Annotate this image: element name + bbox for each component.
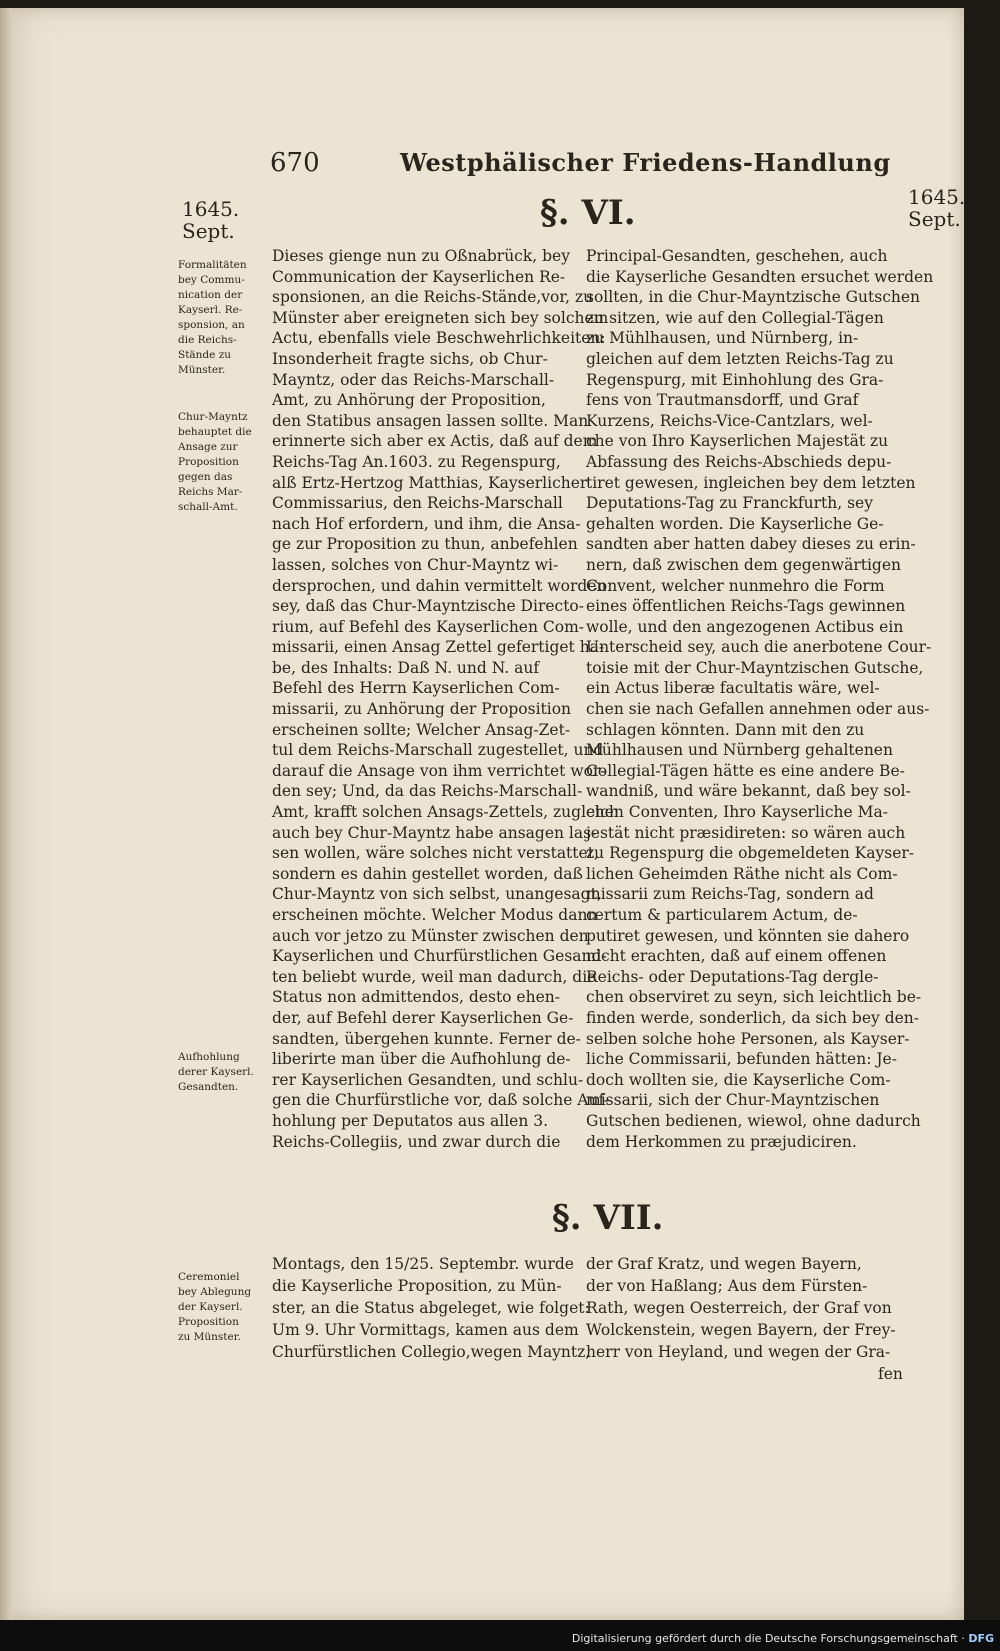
text-line: Kayserlichen und Churfürstlichen Gesand- bbox=[272, 947, 607, 966]
text-line: nicht erachten, daß auf einem offenen bbox=[586, 947, 887, 966]
text-line: Commissarius, den Reichs-Marschall bbox=[272, 494, 563, 513]
margin-line: derer Kayserl. bbox=[178, 1066, 254, 1078]
text-line: Gutschen bedienen, wiewol, ohne dadurch bbox=[586, 1111, 921, 1130]
text-line: erscheinen möchte. Welcher Modus dann bbox=[272, 906, 598, 924]
margin-line: nication der bbox=[178, 289, 243, 301]
text-line: Amt, zu Anhörung der Proposition, bbox=[272, 391, 546, 410]
text-line: der, auf Befehl derer Kayserlichen Ge- bbox=[272, 1008, 574, 1027]
margin-date-left bbox=[182, 198, 239, 242]
text-line: Insonderheit fragte sichs, ob Chur- bbox=[272, 349, 548, 368]
margin-line: Stände zu bbox=[178, 349, 232, 361]
text-line: putiret gewesen, und könnten sie dahero bbox=[586, 926, 910, 945]
text-line: sey, daß das Chur-Mayntzische Directo- bbox=[272, 597, 585, 616]
text-line: der von Haßlang; Aus dem Fürsten- bbox=[586, 1277, 868, 1295]
text-line: schlagen könnten. Dann mit den zu bbox=[586, 720, 865, 739]
text-line: Communication der Kayserlichen Re- bbox=[272, 267, 566, 286]
margin-line: Gesandten. bbox=[178, 1081, 239, 1093]
text-line: ein Actus liberæ facultatis wäre, wel- bbox=[586, 679, 880, 698]
text-line: toisie mit der Chur-Mayntzischen Gutsche, bbox=[586, 658, 924, 677]
text-line: zu Mühlhausen, und Nürnberg, in- bbox=[586, 329, 859, 348]
text-line: Convent, welcher nunmehro die Form bbox=[586, 576, 885, 595]
text-line: che von Ihro Kayserlichen Majestät zu bbox=[586, 432, 889, 451]
text-line: tiret gewesen, ingleichen bey dem letzten bbox=[586, 473, 916, 492]
margin-line: bey Ablegung bbox=[178, 1286, 252, 1298]
text-line: rium, auf Befehl des Kayserlichen Com- bbox=[272, 617, 585, 636]
text-line: missarii, sich der Chur-Mayntzischen bbox=[586, 1091, 880, 1110]
text-line: Mühlhausen und Nürnberg gehaltenen bbox=[586, 741, 893, 760]
year: 1645. bbox=[908, 185, 966, 209]
margin-line: Ansage zur bbox=[178, 441, 238, 453]
margin-line: der Kayserl. bbox=[178, 1301, 243, 1313]
text-line: wandniß, und wäre bekannt, daß bey sol- bbox=[586, 782, 911, 801]
text-line: Principal-Gesandten, geschehen, auch bbox=[586, 247, 888, 265]
text-column-right bbox=[586, 1254, 903, 1386]
text-line: nach Hof erfordern, und ihm, die Ansa- bbox=[272, 514, 581, 533]
text-line: chen Conventen, Ihro Kayserliche Ma- bbox=[586, 803, 888, 822]
margin-line: Chur-Mayntz bbox=[178, 411, 248, 423]
text-line: Kurzens, Reichs-Vice-Cantzlars, wel- bbox=[586, 411, 873, 430]
text-line: Rath, wegen Oesterreich, der Graf von bbox=[586, 1299, 892, 1317]
margin-date-right bbox=[908, 186, 965, 230]
text-line: Chur-Mayntz von sich selbst, unangesagt, bbox=[272, 885, 602, 904]
text-line: die Kayserliche Proposition, zu Mün- bbox=[272, 1277, 562, 1295]
text-line: eines öffentlichen Reichs-Tags gewinnen bbox=[586, 597, 906, 616]
text-line: Dieses gienge nun zu Oßnabrück, bey bbox=[272, 247, 570, 265]
text-line: ge zur Proposition zu thun, anbefehlen bbox=[272, 535, 578, 554]
text-line: der Graf Kratz, und wegen Bayern, bbox=[586, 1255, 862, 1273]
text-line: be, des Inhalts: Daß N. und N. auf bbox=[272, 658, 540, 677]
text-line: erscheinen sollte; Welcher Ansag-Zet- bbox=[272, 720, 571, 739]
text-line: herr von Heyland, und wegen der Gra- bbox=[586, 1343, 891, 1361]
margin-line: Aufhohlung bbox=[178, 1051, 240, 1063]
margin-line: Formalitäten bbox=[178, 259, 247, 271]
margin-note bbox=[178, 1270, 270, 1345]
text-line: Actu, ebenfalls viele Beschwehrlichkeiten: bbox=[272, 329, 606, 348]
text-line: doch wollten sie, die Kayserliche Com- bbox=[586, 1070, 891, 1089]
margin-line: sponsion, an bbox=[178, 319, 245, 331]
text-line: nern, daß zwischen dem gegenwärtigen bbox=[586, 555, 902, 574]
text-line: Abfassung des Reichs-Abschieds depu- bbox=[586, 452, 892, 471]
text-line: rer Kayserlichen Gesandten, und schlu- bbox=[272, 1070, 584, 1089]
scan-right-border bbox=[964, 0, 1000, 1651]
dfg-logo: DFG bbox=[968, 1632, 994, 1645]
margin-note bbox=[178, 1050, 270, 1095]
text-line: Collegial-Tägen hätte es eine andere Be- bbox=[586, 761, 905, 780]
text-line: finden werde, sonderlich, da sich bey den- bbox=[586, 1008, 920, 1027]
running-head: Westphälischer Friedens-Handlung bbox=[400, 148, 891, 177]
text-line: Reichs-Collegiis, und zwar durch die bbox=[272, 1132, 561, 1151]
text-line: wolle, und den angezogenen Actibus ein bbox=[586, 617, 904, 636]
margin-line: gegen das bbox=[178, 471, 233, 483]
text-line: Münster aber ereigneten sich bey solchem bbox=[272, 308, 609, 327]
text-line: sollten, in die Chur-Mayntzische Gutschen bbox=[586, 288, 921, 307]
margin-line: Kayserl. Re- bbox=[178, 304, 243, 316]
margin-line: behauptet die bbox=[178, 426, 252, 438]
text-line: Churfürstlichen Collegio,wegen Mayntz, bbox=[272, 1343, 591, 1361]
text-line: missarii zum Reichs-Tag, sondern ad bbox=[586, 885, 874, 904]
text-line: Regenspurg, mit Einhohlung des Gra- bbox=[586, 370, 884, 389]
margin-line: die Reichs- bbox=[178, 334, 237, 346]
text-line: alß Ertz-Hertzog Matthias, Kayserlicher bbox=[272, 473, 588, 492]
text-line: Unterscheid sey, auch die anerbotene Cour- bbox=[586, 638, 932, 657]
footer-text: Digitalisierung gefördert durch die Deutsche Forschungsgemeinschaft · bbox=[571, 1632, 969, 1645]
margin-note bbox=[178, 410, 270, 515]
year: 1645. bbox=[182, 197, 240, 221]
section-heading-vi: §. VI. bbox=[540, 193, 636, 233]
section-heading-vii: §. VII. bbox=[552, 1198, 664, 1238]
text-line: Deputations-Tag zu Franckfurth, sey bbox=[586, 494, 873, 513]
margin-line: Proposition bbox=[178, 1316, 239, 1328]
month: Sept. bbox=[908, 207, 961, 231]
text-line: Wolckenstein, wegen Bayern, der Frey- bbox=[586, 1321, 896, 1339]
text-line: den Statibus ansagen lassen sollte. Man bbox=[272, 411, 589, 430]
text-line: Montags, den 15/25. Septembr. wurde bbox=[272, 1255, 574, 1273]
text-line: Um 9. Uhr Vormittags, kamen aus dem bbox=[272, 1321, 579, 1339]
text-line: lichen Geheimden Räthe nicht als Com- bbox=[586, 864, 898, 883]
text-line: dem Herkommen zu præjudiciren. bbox=[586, 1132, 857, 1151]
text-line: ster, an die Status abgeleget, wie folget: bbox=[272, 1299, 590, 1317]
text-line: Amt, krafft solchen Ansags-Zettels, zugleich bbox=[272, 803, 619, 822]
text-line: darauf die Ansage von ihm verrichtet wor- bbox=[272, 761, 606, 780]
text-line: sen wollen, wäre solches nicht verstattet, bbox=[272, 844, 599, 863]
text-line: zu Regenspurg die obgemeldeten Kayser- bbox=[586, 844, 915, 863]
text-line: auch bey Chur-Mayntz habe ansagen las- bbox=[272, 823, 597, 842]
margin-note bbox=[178, 258, 270, 378]
margin-line: zu Münster. bbox=[178, 1331, 241, 1343]
text-line: lassen, solches von Chur-Mayntz wi- bbox=[272, 555, 559, 574]
text-line: sondern es dahin gestellet worden, daß bbox=[272, 864, 583, 883]
text-column-left bbox=[272, 246, 619, 1152]
text-line: missarii, einen Ansag Zettel gefertiget ha- bbox=[272, 638, 605, 657]
text-line: fen bbox=[878, 1365, 903, 1383]
month: Sept. bbox=[182, 219, 235, 243]
page-edge bbox=[0, 8, 12, 1620]
margin-line: Münster. bbox=[178, 364, 226, 376]
text-line: sandten aber hatten dabey dieses zu erin- bbox=[586, 535, 916, 554]
text-line: tul dem Reichs-Marschall zugestellet, und bbox=[272, 741, 604, 760]
text-line: selben solche hohe Personen, als Kayser- bbox=[586, 1029, 910, 1048]
footer-credit bbox=[572, 1632, 994, 1645]
text-line: chen sie nach Gefallen annehmen oder aus- bbox=[586, 700, 930, 719]
text-line: ten beliebt wurde, weil man dadurch, die bbox=[272, 967, 597, 986]
text-line: sandten, übergehen kunnte. Ferner de- bbox=[272, 1029, 581, 1048]
text-line: gleichen auf dem letzten Reichs-Tag zu bbox=[586, 349, 894, 368]
text-line: Status non admittendos, desto ehen- bbox=[272, 988, 560, 1007]
text-line: dersprochen, und dahin vermittelt worden bbox=[272, 576, 607, 595]
text-line: missarii, zu Anhörung der Proposition bbox=[272, 700, 572, 719]
text-line: hohlung per Deputatos aus allen 3. bbox=[272, 1111, 549, 1130]
page-number: 670 bbox=[270, 148, 320, 178]
text-line: Reichs- oder Deputations-Tag dergle- bbox=[586, 967, 879, 986]
text-line: Reichs-Tag An.1603. zu Regenspurg, bbox=[272, 452, 561, 471]
text-line: fens von Trautmansdorff, und Graf bbox=[586, 391, 859, 410]
text-line: chen observiret zu seyn, sich leichtlich be- bbox=[586, 988, 922, 1007]
text-column-left bbox=[272, 1254, 590, 1364]
text-line: den sey; Und, da das Reichs-Marschall- bbox=[272, 782, 583, 801]
text-line: Mayntz, oder das Reichs-Marschall- bbox=[272, 370, 555, 389]
text-line: erinnerte sich aber ex Actis, daß auf dem bbox=[272, 432, 598, 451]
margin-line: Ceremoniel bbox=[178, 1271, 240, 1283]
text-line: zu sitzen, wie auf den Collegial-Tägen bbox=[586, 308, 884, 327]
text-line: die Kayserliche Gesandten ersuchet werden bbox=[586, 267, 934, 286]
text-column-right bbox=[586, 246, 933, 1152]
text-line: jestät nicht præsidireten: so wären auch bbox=[586, 823, 906, 842]
text-line: liberirte man über die Aufhohlung de- bbox=[272, 1050, 571, 1069]
margin-line: Reichs Mar- bbox=[178, 486, 243, 498]
margin-line: Proposition bbox=[178, 456, 239, 468]
text-line: sponsionen, an die Reichs-Stände,vor, zu bbox=[272, 288, 594, 307]
margin-line: schall-Amt. bbox=[178, 501, 238, 513]
text-line: gen die Churfürstliche vor, daß solche Auf- bbox=[272, 1091, 609, 1110]
text-line: certum & particularem Actum, de- bbox=[586, 906, 858, 924]
margin-line: bey Commu- bbox=[178, 274, 245, 286]
text-line: auch vor jetzo zu Münster zwischen den bbox=[272, 926, 589, 945]
text-line: Befehl des Herrn Kayserlichen Com- bbox=[272, 679, 560, 698]
text-line: gehalten worden. Die Kayserliche Ge- bbox=[586, 514, 884, 533]
text-line: liche Commissarii, befunden hätten: Je- bbox=[586, 1050, 897, 1069]
